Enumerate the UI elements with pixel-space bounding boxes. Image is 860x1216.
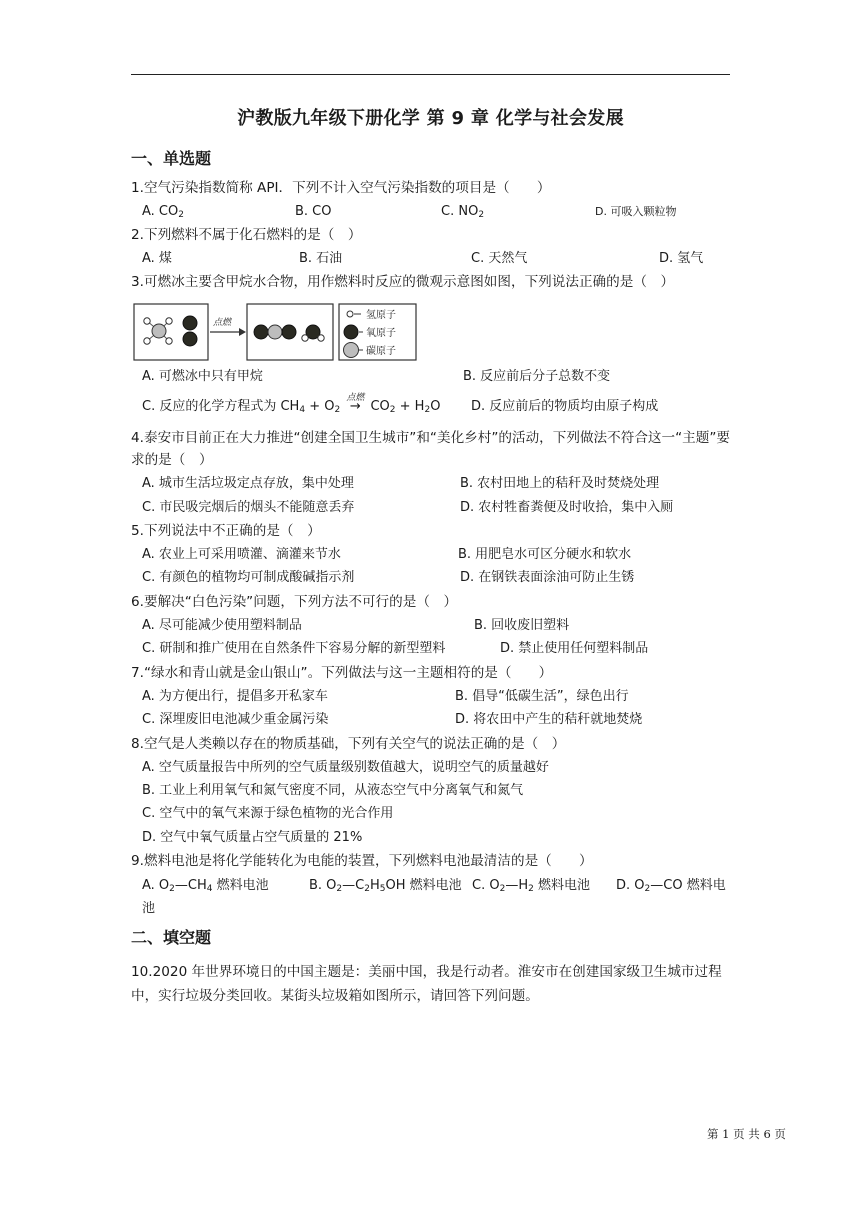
question-1-stem: 1.空气污染指数简称 API．下列不计入空气污染指数的项目是（ ） <box>131 180 551 196</box>
question-3-option-c: C. 反应的化学方程式为 $CH_4 + O_2$ 点燃 → $CO_2 + H_2O$ <box>142 396 440 419</box>
arrow-condition-label: 点燃 <box>213 318 232 328</box>
question-8-stem: 8.空气是人类赖以存在的物质基础，下列有关空气的说法正确的是（ ） <box>131 736 566 752</box>
question-7-option-b: B. 倡导“低碳生活”，绿色出行 <box>455 689 629 704</box>
question-1-option-b: B. CO <box>295 204 332 219</box>
question-4-stem: 4.泰安市目前正在大力推进“创建全国卫生城市”和“美化乡村”的活动，下列做法不符合这一“主题”要求的是（ ） <box>131 430 730 468</box>
carbon-dioxide-molecule-icon <box>254 325 296 339</box>
question-5-option-d: D. 在钢铁表面涂油可防止生锈 <box>460 570 635 585</box>
question-3-option-d: D. 反应前后的物质均由原子构成 <box>471 399 659 414</box>
question-7-option-c: C. 深埋废旧电池减少重金属污染 <box>142 712 329 727</box>
question-9-stem: 9.燃料电池是将化学能转化为电能的装置，下列燃料电池最清洁的是（ ） <box>131 853 593 869</box>
question-8-option-b: B. 工业上利用氧气和氮气密度不同，从液态空气中分离氧气和氮气 <box>142 783 524 798</box>
question-9-option-d-wrap: 池 <box>142 901 156 916</box>
question-7-option-d: D. 将农田中产生的秸秆就地焚烧 <box>455 712 643 727</box>
question-4-option-d: D. 农村牲畜粪便及时收拾，集中入厕 <box>460 500 674 515</box>
question-4-option-a: A. 城市生活垃圾定点存放，集中处理 <box>142 476 354 491</box>
question-2-option-a: A. 煤 <box>142 251 172 266</box>
question-8-option-c: C. 空气中的氧气来源于绿色植物的光合作用 <box>142 806 394 821</box>
question-3-option-b: B. 反应前后分子总数不变 <box>463 369 611 384</box>
question-5-option-c: C. 有颜色的植物均可制成酸碱指示剂 <box>142 570 355 585</box>
reaction-micro-diagram <box>133 303 417 361</box>
legend-label-hydrogen: 氢原子 <box>366 310 396 321</box>
question-3-option-a: A. 可燃冰中只有甲烷 <box>142 369 263 384</box>
question-6-option-d: D. 禁止使用任何塑料制品 <box>500 641 649 656</box>
question-9-option-a: A. $O_2—CH_4$ 燃料电池 <box>142 878 269 894</box>
question-8-option-a: A. 空气质量报告中所列的空气质量级别数值越大，说明空气的质量越好 <box>142 760 549 775</box>
question-9-option-b: B. $O_2—C_2H_5OH$ 燃料电池 <box>309 878 462 894</box>
page-title: 沪教版九年级下册化学 第 9 章 化学与社会发展 <box>237 108 624 129</box>
question-1-option-a: A. $CO_2$ <box>142 204 184 220</box>
top-rule <box>131 74 730 75</box>
question-1-option-c: C. $NO_2$ <box>441 204 485 220</box>
section-heading-fill-in: 二、填空题 <box>131 928 212 947</box>
question-10-stem: 10.2020 年世界环境日的中国主题是：美丽中国，我是行动者。淮安市在创建国家级卫生城市过程中，实行垃圾分类回收。某街头垃圾箱如图所示，请回答下列问题。 <box>131 964 722 1004</box>
question-7-stem: 7.“绿水和青山就是金山银山”。下列做法与这一主题相符的是（ ） <box>131 665 553 681</box>
page-footer: 第 1 页 共 6 页 <box>707 1127 786 1141</box>
question-1-option-d: D. 可吸入颗粒物 <box>595 205 677 218</box>
legend-label-oxygen: 氧原子 <box>366 328 396 339</box>
reaction-condition-arrow: 点燃 → <box>346 393 365 414</box>
question-5-stem: 5.下列说法中不正确的是（ ） <box>131 523 321 539</box>
question-9-option-c: C. $O_2—H_2$ 燃料电池 <box>472 878 590 894</box>
legend-label-carbon: 碳原子 <box>366 346 396 357</box>
section-heading-single-choice: 一、单选题 <box>131 149 212 168</box>
question-6-option-c: C. 研制和推广使用在自然条件下容易分解的新型塑料 <box>142 641 446 656</box>
question-2-stem: 2.下列燃料不属于化石燃料的是（ ） <box>131 227 362 243</box>
question-6-stem: 6.要解决“白色污染”问题，下列方法不可行的是（ ） <box>131 594 458 610</box>
question-6-option-a: A. 尽可能减少使用塑料制品 <box>142 618 302 633</box>
question-5-option-b: B. 用肥皂水可区分硬水和软水 <box>458 547 632 562</box>
question-2-option-c: C. 天然气 <box>471 251 528 266</box>
question-4-option-c: C. 市民吸完烟后的烟头不能随意丢弃 <box>142 500 355 515</box>
question-5-option-a: A. 农业上可采用喷灌、滴灌来节水 <box>142 547 341 562</box>
question-2-option-d: D. 氢气 <box>659 251 704 266</box>
question-2-option-b: B. 石油 <box>299 251 343 266</box>
question-7-option-a: A. 为方便出行，提倡多开私家车 <box>142 689 328 704</box>
question-8-option-d: D. 空气中氧气质量占空气质量的 21% <box>142 830 363 845</box>
question-3-stem: 3.可燃冰主要含甲烷水合物，用作燃料时反应的微观示意图如图，下列说法正确的是（ ） <box>131 274 675 290</box>
question-4-option-b: B. 农村田地上的秸秆及时焚烧处理 <box>460 476 660 491</box>
question-6-option-b: B. 回收废旧塑料 <box>474 618 570 633</box>
question-9-option-d: D. $O_2—CO$ 燃料电 <box>616 878 726 894</box>
